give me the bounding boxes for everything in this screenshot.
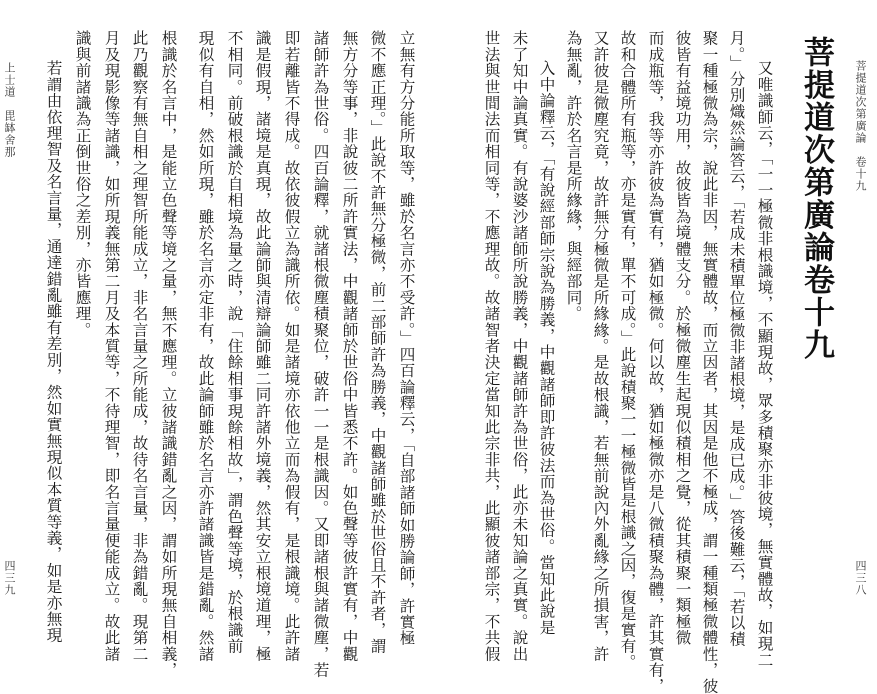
text-column: 識是假現，諸境是真現，故此論師與清辯論師雖二同許諸外境義，然其安立根境道理，極 [253,30,272,662]
chapter-title: 菩提道次第廣論卷十九 [798,36,834,361]
text-column: 入中論釋云，「有說經部師宗說為勝義，中觀諸師即許彼法而為世俗。當知此說是 [537,60,556,636]
running-head-left: 上士道 毘缽舍那 [3,62,16,158]
text-column: 彼皆有益境功用，故彼皆為境體支分。於極微塵生起現似積相之覺，從其積聚一類極微 [673,30,692,646]
text-column: 無方分等事，非說彼二所許實法，中觀諸師於世俗中皆悉不許。如色聲等彼許實有，中觀 [340,30,359,662]
text-column: 又唯識師云，「一一極微非根識境，不顯現故，眾多積聚亦非彼境，無實體故，如現二 [755,60,774,668]
running-head-right: 菩提道次第廣論 卷十九 [854,60,867,192]
text-column: 根識於名言中，是能立色聲等境之量，無不應理。立彼諸識錯亂之因，謂如所現無自相義， [159,30,178,678]
text-column: 諸師許為世俗。四百論釋，就諸根微塵積聚位，破許一一是根識因。又即諸根與諸微塵，若 [311,30,330,678]
text-column: 聚一種極微為宗，說此非因，無實體故，而立因者，其因是他不極成，謂一種類極微體性，彼 [700,30,719,694]
text-column: 現似有自相，然如所現，雖於名言亦定非有，故此論師雖於名言亦許諸識皆是錯亂。然諸 [196,30,215,662]
page-number-right: 四三八 [854,560,867,596]
text-column: 微不應正理。」此說不許無分極微，前二部師許為勝義，中觀諸師雖於世俗且不許者，謂 [368,30,387,654]
text-column: 立無有方分能所取等，雖於名言亦不受許。」四百論釋云，「自部諸師如勝論師，許實極 [397,30,416,647]
text-column: 不相同。前破根識於自相境為量之時，說「住餘相事現餘相故」，謂色聲等境，於根識前 [225,30,244,654]
text-column: 世法與世間法而相同等，不應理故。故諸智者決定當知此宗非共，此顯彼諸部宗，不共假 [482,30,501,662]
text-column: 識與前諸識為正倒世俗之差別，亦皆應理。 [73,30,92,338]
text-column: 而成瓶等，我等亦許彼為實有，猶如極微。何以故，猶如極微亦是八微積聚為體，許其實有， [646,30,665,694]
text-column: 故和合體所有瓶等，亦是實有，單不可成。」此說積聚一一極微皆是根識之因，復是實有。 [618,30,637,671]
right-page [445,0,877,694]
text-column: 若謂由依理智及名言量，通達錯亂雖有差別，然如實無現似本質等義，如是亦無現 [44,60,63,644]
text-column: 未了知中論真實。有說婆沙諸師所說勝義，中觀諸師許為世俗，此亦未知論之真實。說出 [510,30,529,662]
text-column: 又許彼是微塵究竟，故許無分極微是所緣緣。是故根識，若無前說內外亂緣之所損害，許 [591,30,610,662]
text-column: 月及現影像等諸識，如所現義無第二月及本質等，不待理智，即名言量便能成立。故此諸 [102,30,121,662]
left-page [0,0,445,678]
text-column: 為無亂，許於名言是所緣緣，與經部同。 [564,30,583,322]
text-column: 月。」分別熾然論答云，「若成未積單位極微非諸根境，是成已成。」答後難云，「若以積 [727,30,746,647]
page-number-left: 四三九 [3,560,16,596]
text-column: 此乃觀察有無自相之理智所能成立，非名言量之所能成，故待名言量，非為錯亂。現第二 [130,30,149,662]
text-column: 即若離皆不得成。故依彼假立為識所依。如是諸境亦依他立而為假有，是根識境。此許諸 [282,30,301,662]
